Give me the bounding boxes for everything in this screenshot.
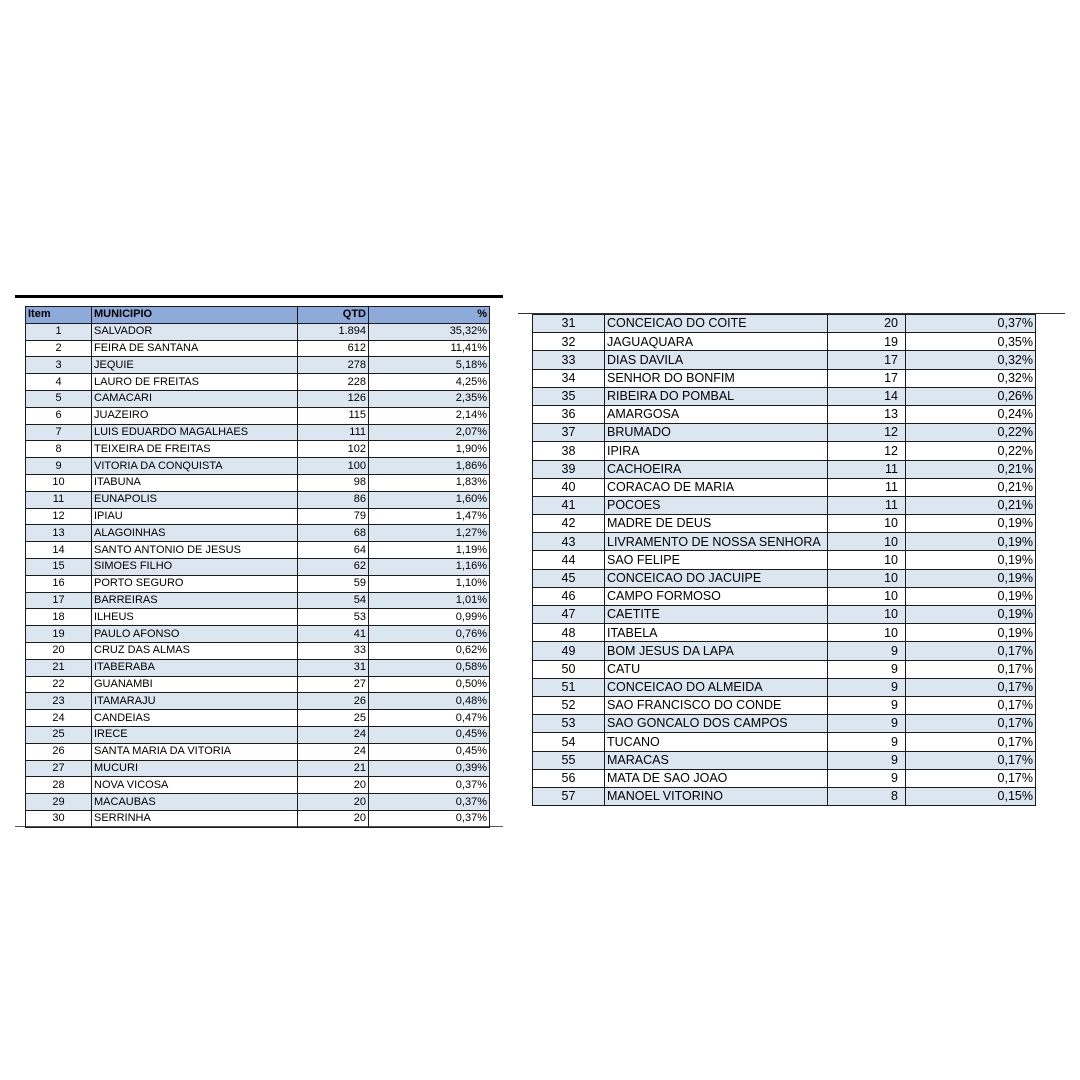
municipio-cell: PORTO SEGURO	[92, 575, 298, 592]
municipio-table-right	[532, 314, 1036, 806]
table-row	[26, 592, 490, 609]
table-row	[533, 478, 1036, 496]
municipio-cell: BARREIRAS	[92, 592, 298, 609]
item-cell: 6	[26, 407, 92, 424]
table-row	[26, 609, 490, 626]
pct-cell: 2,07%	[369, 424, 490, 441]
municipio-cell: ILHEUS	[92, 609, 298, 626]
municipio-cell: SAO GONCALO DOS CAMPOS	[605, 715, 828, 733]
qtd-cell: 10	[828, 624, 906, 642]
item-cell: 14	[26, 542, 92, 559]
item-cell: 42	[533, 515, 605, 533]
municipio-cell: CONCEICAO DO COITE	[605, 315, 828, 333]
municipio-cell: ITABUNA	[92, 474, 298, 491]
table-row	[533, 696, 1036, 714]
municipio-cell: MADRE DE DEUS	[605, 515, 828, 533]
municipio-cell: SAO FRANCISCO DO CONDE	[605, 696, 828, 714]
table-row	[533, 351, 1036, 369]
qtd-cell: 25	[298, 710, 369, 727]
qtd-cell: 9	[828, 642, 906, 660]
qtd-cell: 9	[828, 733, 906, 751]
qtd-cell: 8	[828, 787, 906, 805]
table-row	[533, 751, 1036, 769]
qtd-cell: 9	[828, 660, 906, 678]
pct-cell: 1,86%	[369, 458, 490, 475]
header-municipio: MUNICIPIO	[92, 307, 298, 324]
item-cell: 44	[533, 551, 605, 569]
item-cell: 29	[26, 794, 92, 811]
pct-cell: 0,21%	[906, 478, 1036, 496]
table-row	[533, 533, 1036, 551]
municipio-cell: CANDEIAS	[92, 710, 298, 727]
table-row	[533, 369, 1036, 387]
qtd-cell: 62	[298, 558, 369, 575]
qtd-cell: 19	[828, 333, 906, 351]
table-row	[26, 407, 490, 424]
pct-cell: 0,19%	[906, 551, 1036, 569]
item-cell: 37	[533, 424, 605, 442]
municipio-cell: IPIAU	[92, 508, 298, 525]
table-row	[533, 333, 1036, 351]
qtd-cell: 9	[828, 751, 906, 769]
qtd-cell: 10	[828, 533, 906, 551]
qtd-cell: 31	[298, 659, 369, 676]
pct-cell: 0,21%	[906, 496, 1036, 514]
qtd-cell: 21	[298, 760, 369, 777]
table-row	[533, 569, 1036, 587]
pct-cell: 0,19%	[906, 533, 1036, 551]
qtd-cell: 1.894	[298, 323, 369, 340]
pct-cell: 0,45%	[369, 726, 490, 743]
item-cell: 20	[26, 642, 92, 659]
table-row	[26, 659, 490, 676]
item-cell: 48	[533, 624, 605, 642]
table-row	[26, 743, 490, 760]
header-pct: %	[369, 307, 490, 324]
pct-cell: 0,15%	[906, 787, 1036, 805]
item-cell: 33	[533, 351, 605, 369]
qtd-cell: 64	[298, 542, 369, 559]
municipio-cell: SAO FELIPE	[605, 551, 828, 569]
pct-cell: 1,83%	[369, 474, 490, 491]
pct-cell: 0,99%	[369, 609, 490, 626]
item-cell: 52	[533, 696, 605, 714]
qtd-cell: 10	[828, 587, 906, 605]
table-row	[533, 715, 1036, 733]
table-row	[533, 551, 1036, 569]
pct-cell: 0,32%	[906, 351, 1036, 369]
municipio-cell: GUANAMBI	[92, 676, 298, 693]
table-row	[533, 660, 1036, 678]
item-cell: 27	[26, 760, 92, 777]
pct-cell: 1,90%	[369, 441, 490, 458]
qtd-cell: 41	[298, 626, 369, 643]
qtd-cell: 24	[298, 743, 369, 760]
item-cell: 50	[533, 660, 605, 678]
table-row	[533, 442, 1036, 460]
pct-cell: 0,17%	[906, 751, 1036, 769]
municipio-cell: TUCANO	[605, 733, 828, 751]
item-cell: 19	[26, 626, 92, 643]
qtd-cell: 612	[298, 340, 369, 357]
pct-cell: 0,45%	[369, 743, 490, 760]
table-row	[533, 405, 1036, 423]
table-row	[26, 525, 490, 542]
municipio-cell: NOVA VICOSA	[92, 777, 298, 794]
item-cell: 16	[26, 575, 92, 592]
municipio-cell: JUAZEIRO	[92, 407, 298, 424]
municipio-cell: CONCEICAO DO JACUIPE	[605, 569, 828, 587]
table-row	[26, 390, 490, 407]
pct-cell: 0,19%	[906, 587, 1036, 605]
item-cell: 21	[26, 659, 92, 676]
item-cell: 34	[533, 369, 605, 387]
table-row	[533, 587, 1036, 605]
pct-cell: 5,18%	[369, 357, 490, 374]
item-cell: 54	[533, 733, 605, 751]
qtd-cell: 68	[298, 525, 369, 542]
municipio-cell: TEIXEIRA DE FREITAS	[92, 441, 298, 458]
municipio-cell: EUNAPOLIS	[92, 491, 298, 508]
qtd-cell: 102	[298, 441, 369, 458]
table-row	[26, 810, 490, 827]
item-cell: 10	[26, 474, 92, 491]
municipio-cell: ITABERABA	[92, 659, 298, 676]
pct-cell: 0,19%	[906, 515, 1036, 533]
qtd-cell: 27	[298, 676, 369, 693]
qtd-cell: 126	[298, 390, 369, 407]
table-row	[533, 515, 1036, 533]
item-cell: 1	[26, 323, 92, 340]
municipio-cell: LUIS EDUARDO MAGALHAES	[92, 424, 298, 441]
table-row	[26, 508, 490, 525]
qtd-cell: 33	[298, 642, 369, 659]
item-cell: 36	[533, 405, 605, 423]
pct-cell: 1,60%	[369, 491, 490, 508]
pct-cell: 0,24%	[906, 405, 1036, 423]
qtd-cell: 14	[828, 387, 906, 405]
qtd-cell: 9	[828, 696, 906, 714]
table-row	[26, 726, 490, 743]
table-row	[26, 575, 490, 592]
municipio-cell: FEIRA DE SANTANA	[92, 340, 298, 357]
item-cell: 56	[533, 769, 605, 787]
pct-cell: 4,25%	[369, 374, 490, 391]
pct-cell: 0,37%	[906, 315, 1036, 333]
item-cell: 53	[533, 715, 605, 733]
top-rule-left	[15, 295, 503, 298]
item-cell: 38	[533, 442, 605, 460]
municipio-cell: JEQUIE	[92, 357, 298, 374]
municipio-cell: AMARGOSA	[605, 405, 828, 423]
qtd-cell: 20	[298, 810, 369, 827]
table-row	[26, 693, 490, 710]
municipio-cell: VITORIA DA CONQUISTA	[92, 458, 298, 475]
qtd-cell: 10	[828, 551, 906, 569]
municipio-cell: MARACAS	[605, 751, 828, 769]
header-qtd: QTD	[298, 307, 369, 324]
table-row	[26, 760, 490, 777]
qtd-cell: 86	[298, 491, 369, 508]
item-cell: 57	[533, 787, 605, 805]
qtd-cell: 228	[298, 374, 369, 391]
municipio-cell: CACHOEIRA	[605, 460, 828, 478]
table-row	[26, 558, 490, 575]
table-row	[533, 606, 1036, 624]
table-row	[26, 424, 490, 441]
municipio-cell: ITABELA	[605, 624, 828, 642]
item-cell: 41	[533, 496, 605, 514]
pct-cell: 35,32%	[369, 323, 490, 340]
pct-cell: 0,17%	[906, 642, 1036, 660]
table-row	[533, 787, 1036, 805]
pct-cell: 0,37%	[369, 777, 490, 794]
table-row	[26, 777, 490, 794]
table-body-right	[533, 315, 1036, 806]
municipio-cell: POCOES	[605, 496, 828, 514]
table-row	[533, 733, 1036, 751]
item-cell: 2	[26, 340, 92, 357]
pct-cell: 0,39%	[369, 760, 490, 777]
qtd-cell: 12	[828, 442, 906, 460]
qtd-cell: 26	[298, 693, 369, 710]
municipio-cell: IRECE	[92, 726, 298, 743]
pct-cell: 0,19%	[906, 569, 1036, 587]
item-cell: 25	[26, 726, 92, 743]
item-cell: 30	[26, 810, 92, 827]
municipio-cell: CAMACARI	[92, 390, 298, 407]
item-cell: 35	[533, 387, 605, 405]
qtd-cell: 100	[298, 458, 369, 475]
qtd-cell: 20	[298, 777, 369, 794]
table-row	[26, 441, 490, 458]
municipio-cell: SANTA MARIA DA VITORIA	[92, 743, 298, 760]
qtd-cell: 10	[828, 515, 906, 533]
qtd-cell: 54	[298, 592, 369, 609]
item-cell: 40	[533, 478, 605, 496]
municipio-cell: CORACAO DE MARIA	[605, 478, 828, 496]
qtd-cell: 115	[298, 407, 369, 424]
municipio-cell: CAMPO FORMOSO	[605, 587, 828, 605]
table-row	[26, 491, 490, 508]
pct-cell: 0,21%	[906, 460, 1036, 478]
table-row	[533, 315, 1036, 333]
qtd-cell: 12	[828, 424, 906, 442]
pct-cell: 1,27%	[369, 525, 490, 542]
pct-cell: 1,16%	[369, 558, 490, 575]
pct-cell: 0,50%	[369, 676, 490, 693]
pct-cell: 0,17%	[906, 715, 1036, 733]
pct-cell: 0,62%	[369, 642, 490, 659]
pct-cell: 2,14%	[369, 407, 490, 424]
pct-cell: 0,37%	[369, 794, 490, 811]
item-cell: 7	[26, 424, 92, 441]
municipio-cell: CRUZ DAS ALMAS	[92, 642, 298, 659]
table-header-row	[26, 307, 490, 324]
pct-cell: 1,47%	[369, 508, 490, 525]
qtd-cell: 11	[828, 460, 906, 478]
municipio-cell: CAETITE	[605, 606, 828, 624]
pct-cell: 0,37%	[369, 810, 490, 827]
pct-cell: 0,17%	[906, 769, 1036, 787]
qtd-cell: 20	[828, 315, 906, 333]
item-cell: 32	[533, 333, 605, 351]
municipio-cell: LAURO DE FREITAS	[92, 374, 298, 391]
qtd-cell: 59	[298, 575, 369, 592]
pct-cell: 0,17%	[906, 696, 1036, 714]
table-row	[533, 769, 1036, 787]
table-row	[26, 542, 490, 559]
item-cell: 47	[533, 606, 605, 624]
item-cell: 12	[26, 508, 92, 525]
item-cell: 39	[533, 460, 605, 478]
item-cell: 43	[533, 533, 605, 551]
qtd-cell: 13	[828, 405, 906, 423]
pct-cell: 0,17%	[906, 678, 1036, 696]
municipio-cell: LIVRAMENTO DE NOSSA SENHORA	[605, 533, 828, 551]
item-cell: 11	[26, 491, 92, 508]
qtd-cell: 9	[828, 678, 906, 696]
pct-cell: 1,10%	[369, 575, 490, 592]
municipio-cell: BRUMADO	[605, 424, 828, 442]
municipio-cell: SANTO ANTONIO DE JESUS	[92, 542, 298, 559]
header-item: Item	[26, 307, 92, 324]
pct-cell: 0,47%	[369, 710, 490, 727]
pct-cell: 1,19%	[369, 542, 490, 559]
item-cell: 23	[26, 693, 92, 710]
item-cell: 49	[533, 642, 605, 660]
item-cell: 13	[26, 525, 92, 542]
item-cell: 4	[26, 374, 92, 391]
pct-cell: 0,58%	[369, 659, 490, 676]
table-row	[533, 387, 1036, 405]
qtd-cell: 11	[828, 478, 906, 496]
municipio-cell: SALVADOR	[92, 323, 298, 340]
qtd-cell: 17	[828, 351, 906, 369]
pct-cell: 0,19%	[906, 606, 1036, 624]
municipio-cell: SIMOES FILHO	[92, 558, 298, 575]
municipio-cell: SENHOR DO BONFIM	[605, 369, 828, 387]
qtd-cell: 79	[298, 508, 369, 525]
table-row	[26, 458, 490, 475]
pct-cell: 0,22%	[906, 442, 1036, 460]
municipio-cell: SERRINHA	[92, 810, 298, 827]
pct-cell: 0,17%	[906, 733, 1036, 751]
table-row	[26, 642, 490, 659]
item-cell: 55	[533, 751, 605, 769]
item-cell: 31	[533, 315, 605, 333]
item-cell: 5	[26, 390, 92, 407]
table-row	[533, 424, 1036, 442]
qtd-cell: 9	[828, 715, 906, 733]
qtd-cell: 17	[828, 369, 906, 387]
table-row	[533, 642, 1036, 660]
qtd-cell: 98	[298, 474, 369, 491]
qtd-cell: 20	[298, 794, 369, 811]
item-cell: 26	[26, 743, 92, 760]
item-cell: 46	[533, 587, 605, 605]
municipio-cell: IPIRA	[605, 442, 828, 460]
municipio-cell: RIBEIRA DO POMBAL	[605, 387, 828, 405]
table-row	[26, 474, 490, 491]
pct-cell: 0,32%	[906, 369, 1036, 387]
pct-cell: 0,26%	[906, 387, 1036, 405]
table-row	[26, 794, 490, 811]
item-cell: 18	[26, 609, 92, 626]
qtd-cell: 10	[828, 569, 906, 587]
municipio-cell: MATA DE SAO JOAO	[605, 769, 828, 787]
municipio-cell: ALAGOINHAS	[92, 525, 298, 542]
table-row	[533, 624, 1036, 642]
table-row	[26, 710, 490, 727]
pct-cell: 0,17%	[906, 660, 1036, 678]
table-body-left	[26, 323, 490, 827]
municipio-cell: MANOEL VITORINO	[605, 787, 828, 805]
item-cell: 24	[26, 710, 92, 727]
municipio-cell: BOM JESUS DA LAPA	[605, 642, 828, 660]
table-row	[26, 340, 490, 357]
qtd-cell: 53	[298, 609, 369, 626]
pct-cell: 11,41%	[369, 340, 490, 357]
item-cell: 15	[26, 558, 92, 575]
table-row	[26, 357, 490, 374]
municipio-cell: MUCURI	[92, 760, 298, 777]
table-row	[533, 496, 1036, 514]
municipio-cell: JAGUAQUARA	[605, 333, 828, 351]
item-cell: 8	[26, 441, 92, 458]
item-cell: 28	[26, 777, 92, 794]
item-cell: 45	[533, 569, 605, 587]
qtd-cell: 278	[298, 357, 369, 374]
pct-cell: 0,22%	[906, 424, 1036, 442]
pct-cell: 2,35%	[369, 390, 490, 407]
municipio-cell: PAULO AFONSO	[92, 626, 298, 643]
item-cell: 9	[26, 458, 92, 475]
table-row	[533, 460, 1036, 478]
pct-cell: 1,01%	[369, 592, 490, 609]
item-cell: 22	[26, 676, 92, 693]
qtd-cell: 9	[828, 769, 906, 787]
item-cell: 3	[26, 357, 92, 374]
qtd-cell: 11	[828, 496, 906, 514]
qtd-cell: 111	[298, 424, 369, 441]
pct-cell: 0,48%	[369, 693, 490, 710]
table-row	[26, 374, 490, 391]
municipio-table-left	[25, 306, 490, 828]
table-row	[26, 626, 490, 643]
municipio-cell: MACAUBAS	[92, 794, 298, 811]
pct-cell: 0,76%	[369, 626, 490, 643]
pct-cell: 0,19%	[906, 624, 1036, 642]
qtd-cell: 24	[298, 726, 369, 743]
municipio-cell: CATU	[605, 660, 828, 678]
table-row	[26, 676, 490, 693]
municipio-cell: ITAMARAJU	[92, 693, 298, 710]
qtd-cell: 10	[828, 606, 906, 624]
municipio-cell: DIAS DAVILA	[605, 351, 828, 369]
pct-cell: 0,35%	[906, 333, 1036, 351]
table-row	[533, 678, 1036, 696]
item-cell: 51	[533, 678, 605, 696]
table-row	[26, 323, 490, 340]
municipio-cell: CONCEICAO DO ALMEIDA	[605, 678, 828, 696]
item-cell: 17	[26, 592, 92, 609]
